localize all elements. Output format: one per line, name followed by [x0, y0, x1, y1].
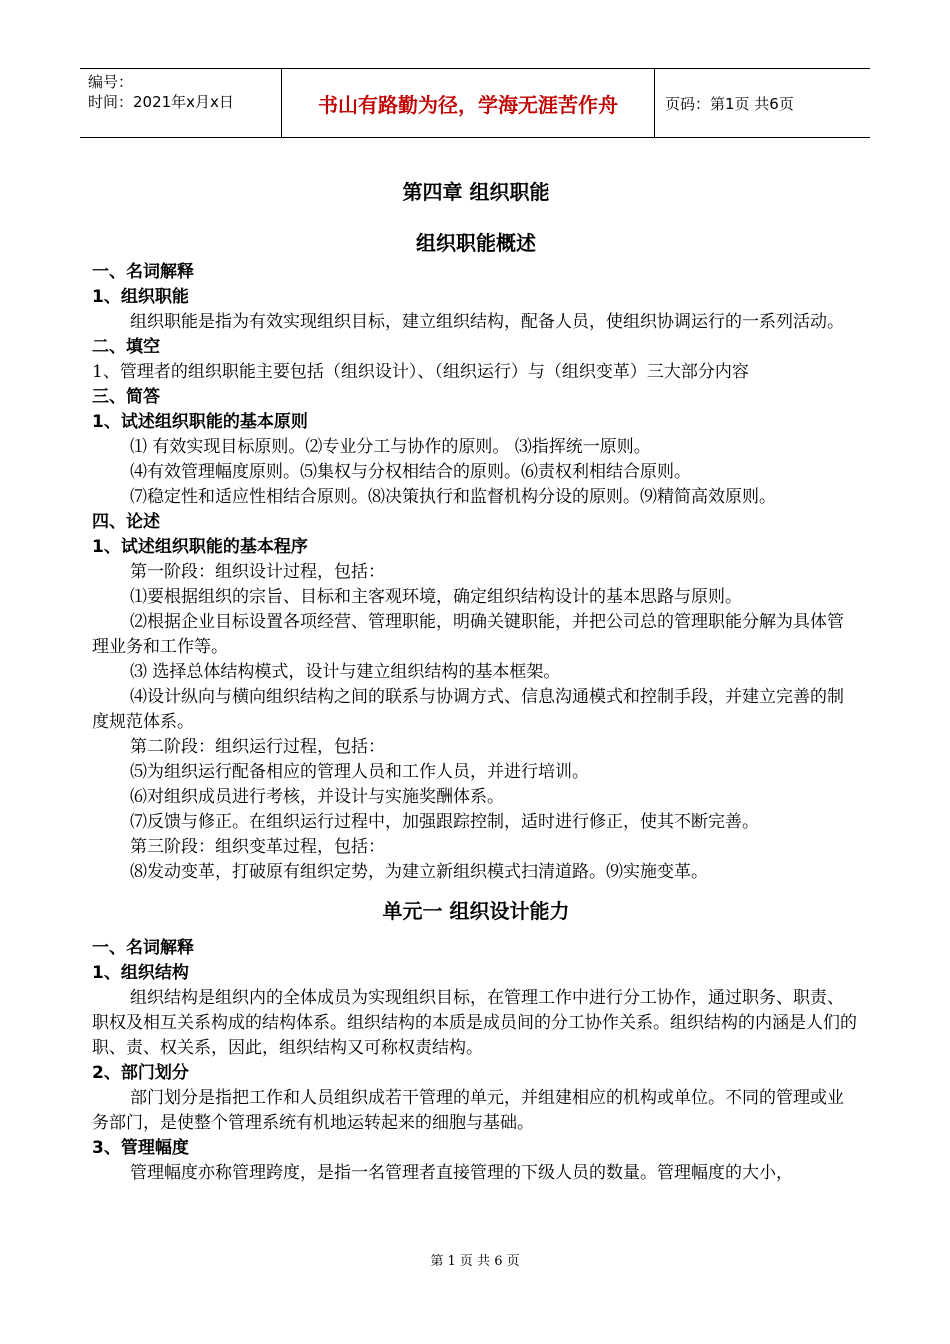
term-definition: 组织职能是指为有效实现组织目标，建立组织结构，配备人员，使组织协调运行的一系列活动。: [130, 312, 844, 332]
answer-line: 第三阶段：组织变革过程，包括：: [130, 837, 385, 857]
term-definition: 管理幅度亦称管理跨度，是指一名管理者直接管理的下级人员的数量。管理幅度的大小，: [130, 1163, 793, 1183]
answer-line: ⑺稳定性和适应性相结合原则。⑻决策执行和监督机构分设的原则。⑼精简高效原则。: [130, 487, 776, 507]
heading-definitions: 一、名词解释: [92, 262, 194, 282]
heading-fill: 二、填空: [92, 337, 160, 357]
answer-line: ⑶ 选择总体结构模式，设计与建立组织结构的基本框架。: [130, 662, 561, 682]
heading-essay: 四、论述: [92, 512, 160, 532]
answer-line: ⑺反馈与修正。在组织运行过程中，加强跟踪控制，适时进行修正，使其不断完善。: [130, 812, 759, 832]
motto: 书山有路勤为径，学海无涯苦作舟: [282, 69, 655, 137]
answer-line: ⑴要根据组织的宗旨、目标和主客观环境，确定组织结构设计的基本思路与原则。: [130, 587, 742, 607]
term-heading: 3、管理幅度: [92, 1138, 189, 1158]
section-title: 组织职能概述: [416, 231, 536, 255]
answer-line: ⑴ 有效实现目标原则。⑵专业分工与协作的原则。 ⑶指挥统一原则。: [130, 437, 651, 457]
question-heading: 1、试述组织职能的基本原则: [92, 412, 308, 432]
chapter-title: 第四章 组织职能: [402, 180, 550, 204]
answer-line: ⑵根据企业目标设置各项经营、管理职能，明确关键职能，并把公司总的管理职能分解为具体管理业务和工作等。: [92, 612, 844, 657]
page-header: [80, 68, 870, 138]
serial-label: 编号：: [88, 73, 134, 91]
answer-line: 第一阶段：组织设计过程，包括：: [130, 562, 385, 582]
question-heading: 1、试述组织职能的基本程序: [92, 537, 308, 557]
answer-line: ⑸为组织运行配备相应的管理人员和工作人员，并进行培训。: [130, 762, 589, 782]
term-definition: 组织结构是组织内的全体成员为实现组织目标，在管理工作中进行分工协作，通过职务、职责、职权及相互关系构成的结构体系。组织结构的本质是成员间的分工协作关系。组织结构的内涵是人们的职、责、权关系，因此，组织结构又可称权责结构。: [92, 988, 857, 1058]
answer-line: ⑷设计纵向与横向组织结构之间的联系与协调方式、信息沟通模式和控制手段，并建立完善的制度规范体系。: [92, 687, 844, 732]
date-label: 时间：2021年x月x日: [88, 93, 234, 111]
answer-line: 第二阶段：组织运行过程，包括：: [130, 737, 385, 757]
fill-item: 1、管理者的组织职能主要包括（组织设计）、（组织运行）与（组织变革）三大部分内容: [92, 362, 749, 382]
term-heading: 1、组织结构: [92, 963, 189, 983]
document-body: [92, 180, 860, 1186]
header-left-cell: [80, 69, 282, 137]
answer-line: ⑻发动变革，打破原有组织定势，为建立新组织模式扫清道路。⑼实施变革。: [130, 862, 708, 882]
answer-line: ⑷有效管理幅度原则。⑸集权与分权相结合的原则。⑹责权利相结合原则。: [130, 462, 691, 482]
unit-title: 单元一 组织设计能力: [382, 899, 570, 923]
heading-short-answer: 三、简答: [92, 387, 160, 407]
heading-definitions: 一、名词解释: [92, 938, 194, 958]
answer-line: ⑹对组织成员进行考核，并设计与实施奖酬体系。: [130, 787, 504, 807]
term-definition: 部门划分是指把工作和人员组织成若干管理的单元，并组建相应的机构或单位。不同的管理或业务部门，是使整个管理系统有机地运转起来的细胞与基础。: [92, 1088, 844, 1133]
page-footer: 第 1 页 共 6 页: [430, 1254, 520, 1269]
term-heading: 2、部门划分: [92, 1063, 189, 1083]
page-info: 页码：第1页 共6页: [665, 94, 794, 113]
term-heading: 1、组织职能: [92, 287, 189, 307]
